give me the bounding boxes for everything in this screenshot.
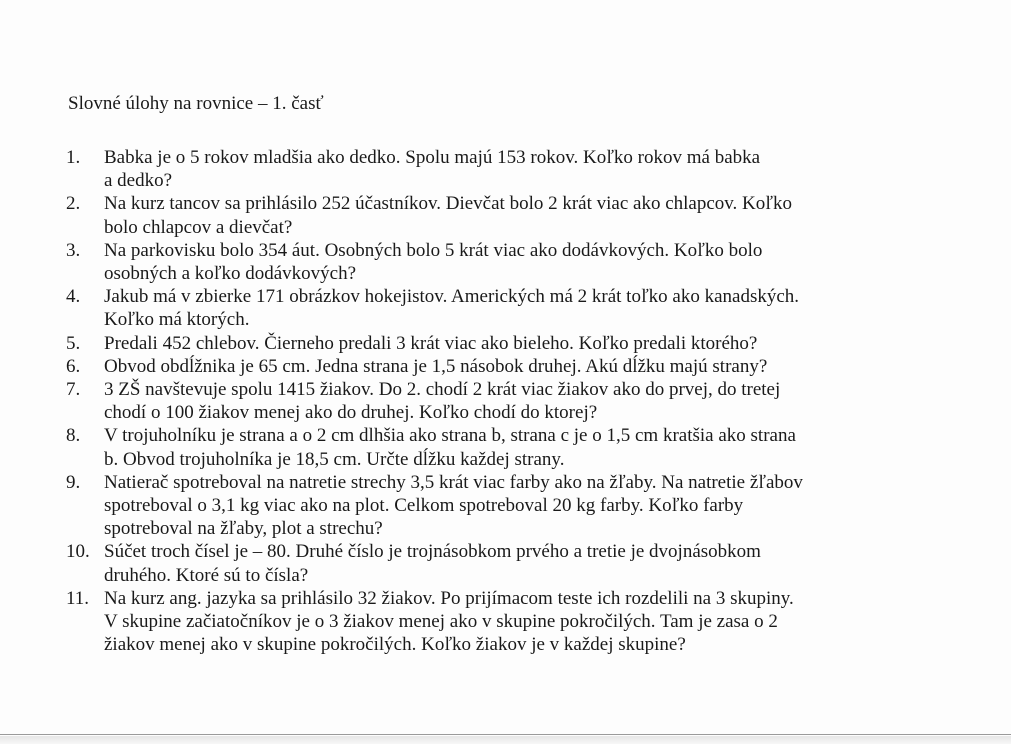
problem-line: Súčet troch čísel je – 80. Druhé číslo je trojnásobkom prvého a tretie je dvojnásobkom bbox=[104, 541, 761, 563]
problem-line: Jakub má v zbierke 171 obrázkov hokejistov. Amerických má 2 krát toľko ako kanadských. bbox=[104, 286, 800, 308]
problem-line: druhého. Ktoré sú to čísla? bbox=[104, 564, 309, 586]
problem-text bbox=[104, 192, 966, 238]
problem-text bbox=[104, 146, 966, 192]
problem-number: 11. bbox=[66, 587, 90, 609]
problem-item bbox=[66, 540, 966, 586]
problem-text bbox=[104, 471, 966, 541]
problem-list bbox=[66, 146, 966, 656]
problem-number: 5. bbox=[66, 332, 81, 354]
problem-text bbox=[104, 378, 966, 424]
scan-edge-shadow bbox=[0, 736, 1011, 744]
problem-item bbox=[66, 239, 966, 285]
problem-line: spotreboval o 3,1 kg viac ako na plot. Celkom spotreboval 20 kg farby. Koľko farby bbox=[104, 495, 744, 517]
problem-number: 4. bbox=[66, 286, 81, 308]
problem-line: Obvod obdĺžnika je 65 cm. Jedna strana je 1,5 násobok druhej. Akú dĺžku majú strany? bbox=[104, 355, 768, 377]
problem-text bbox=[104, 540, 966, 586]
problem-text bbox=[104, 285, 966, 331]
problem-number: 2. bbox=[66, 193, 81, 215]
problem-item bbox=[66, 285, 966, 331]
problem-number: 10. bbox=[66, 541, 90, 563]
problem-line: a dedko? bbox=[104, 170, 173, 192]
problem-number: 9. bbox=[66, 471, 81, 493]
problem-line: Na kurz tancov sa prihlásilo 252 účastníkov. Dievčat bolo 2 krát viac ako chlapcov. Koľko bbox=[104, 193, 792, 215]
problem-item bbox=[66, 471, 966, 541]
problem-item bbox=[66, 332, 966, 355]
problem-text bbox=[104, 239, 966, 285]
problem-line: Predali 452 chlebov. Čierneho predali 3 krát viac ako bieleho. Koľko predali ktorého? bbox=[104, 332, 758, 354]
problem-line: 3 ZŠ navštevuje spolu 1415 žiakov. Do 2. chodí 2 krát viac žiakov ako do prvej, do tretej bbox=[104, 379, 781, 401]
problem-item bbox=[66, 378, 966, 424]
scan-edge-line bbox=[0, 734, 1011, 735]
problem-item bbox=[66, 587, 966, 657]
problem-item bbox=[66, 355, 966, 378]
problem-line: Natierač spotreboval na natretie strechy 3,5 krát viac farby ako na žľaby. Na natretie žľabov bbox=[104, 471, 803, 493]
problem-item bbox=[66, 424, 966, 470]
problem-line: Babka je o 5 rokov mladšia ako dedko. Spolu majú 153 rokov. Koľko rokov má babka bbox=[104, 147, 761, 168]
problem-line: bolo chlapcov a dievčat? bbox=[104, 216, 293, 238]
problem-text bbox=[104, 332, 966, 355]
problem-item bbox=[66, 192, 966, 238]
problem-line: V skupine začiatočníkov je o 3 žiakov menej ako v skupine pokročilých. Tam je zasa o 2 bbox=[104, 611, 778, 633]
problem-text bbox=[104, 424, 966, 470]
problem-item bbox=[66, 146, 966, 192]
problem-number: 3. bbox=[66, 239, 81, 261]
problem-line: Koľko má ktorých. bbox=[104, 309, 250, 331]
problem-line: b. Obvod trojuholníka je 18,5 cm. Určte dĺžku každej strany. bbox=[104, 448, 565, 470]
problem-line: spotreboval na žľaby, plot a strechu? bbox=[104, 518, 383, 540]
problem-line: Na kurz ang. jazyka sa prihlásilo 32 žiakov. Po prijímacom teste ich rozdelili na 3 skupiny. bbox=[104, 587, 794, 609]
document-title: Slovné úlohy na rovnice – 1. časť bbox=[68, 93, 324, 114]
problem-text bbox=[104, 355, 966, 378]
problem-text bbox=[104, 587, 966, 657]
problem-line: osobných a koľko dodávkových? bbox=[104, 263, 357, 285]
problem-line: žiakov menej ako v skupine pokročilých. Koľko žiakov je v každej skupine? bbox=[104, 634, 686, 656]
problem-number: 1. bbox=[66, 147, 81, 168]
problem-number: 7. bbox=[66, 379, 81, 401]
problem-number: 8. bbox=[66, 425, 81, 447]
problem-line: chodí o 100 žiakov menej ako do druhej. Koľko chodí do ktorej? bbox=[104, 402, 598, 424]
problem-line: V trojuholníku je strana a o 2 cm dlhšia ako strana b, strana c je o 1,5 cm kratšia ako strana bbox=[104, 425, 796, 447]
problem-number: 6. bbox=[66, 355, 81, 377]
problem-line: Na parkovisku bolo 354 áut. Osobných bolo 5 krát viac ako dodávkových. Koľko bolo bbox=[104, 239, 763, 261]
